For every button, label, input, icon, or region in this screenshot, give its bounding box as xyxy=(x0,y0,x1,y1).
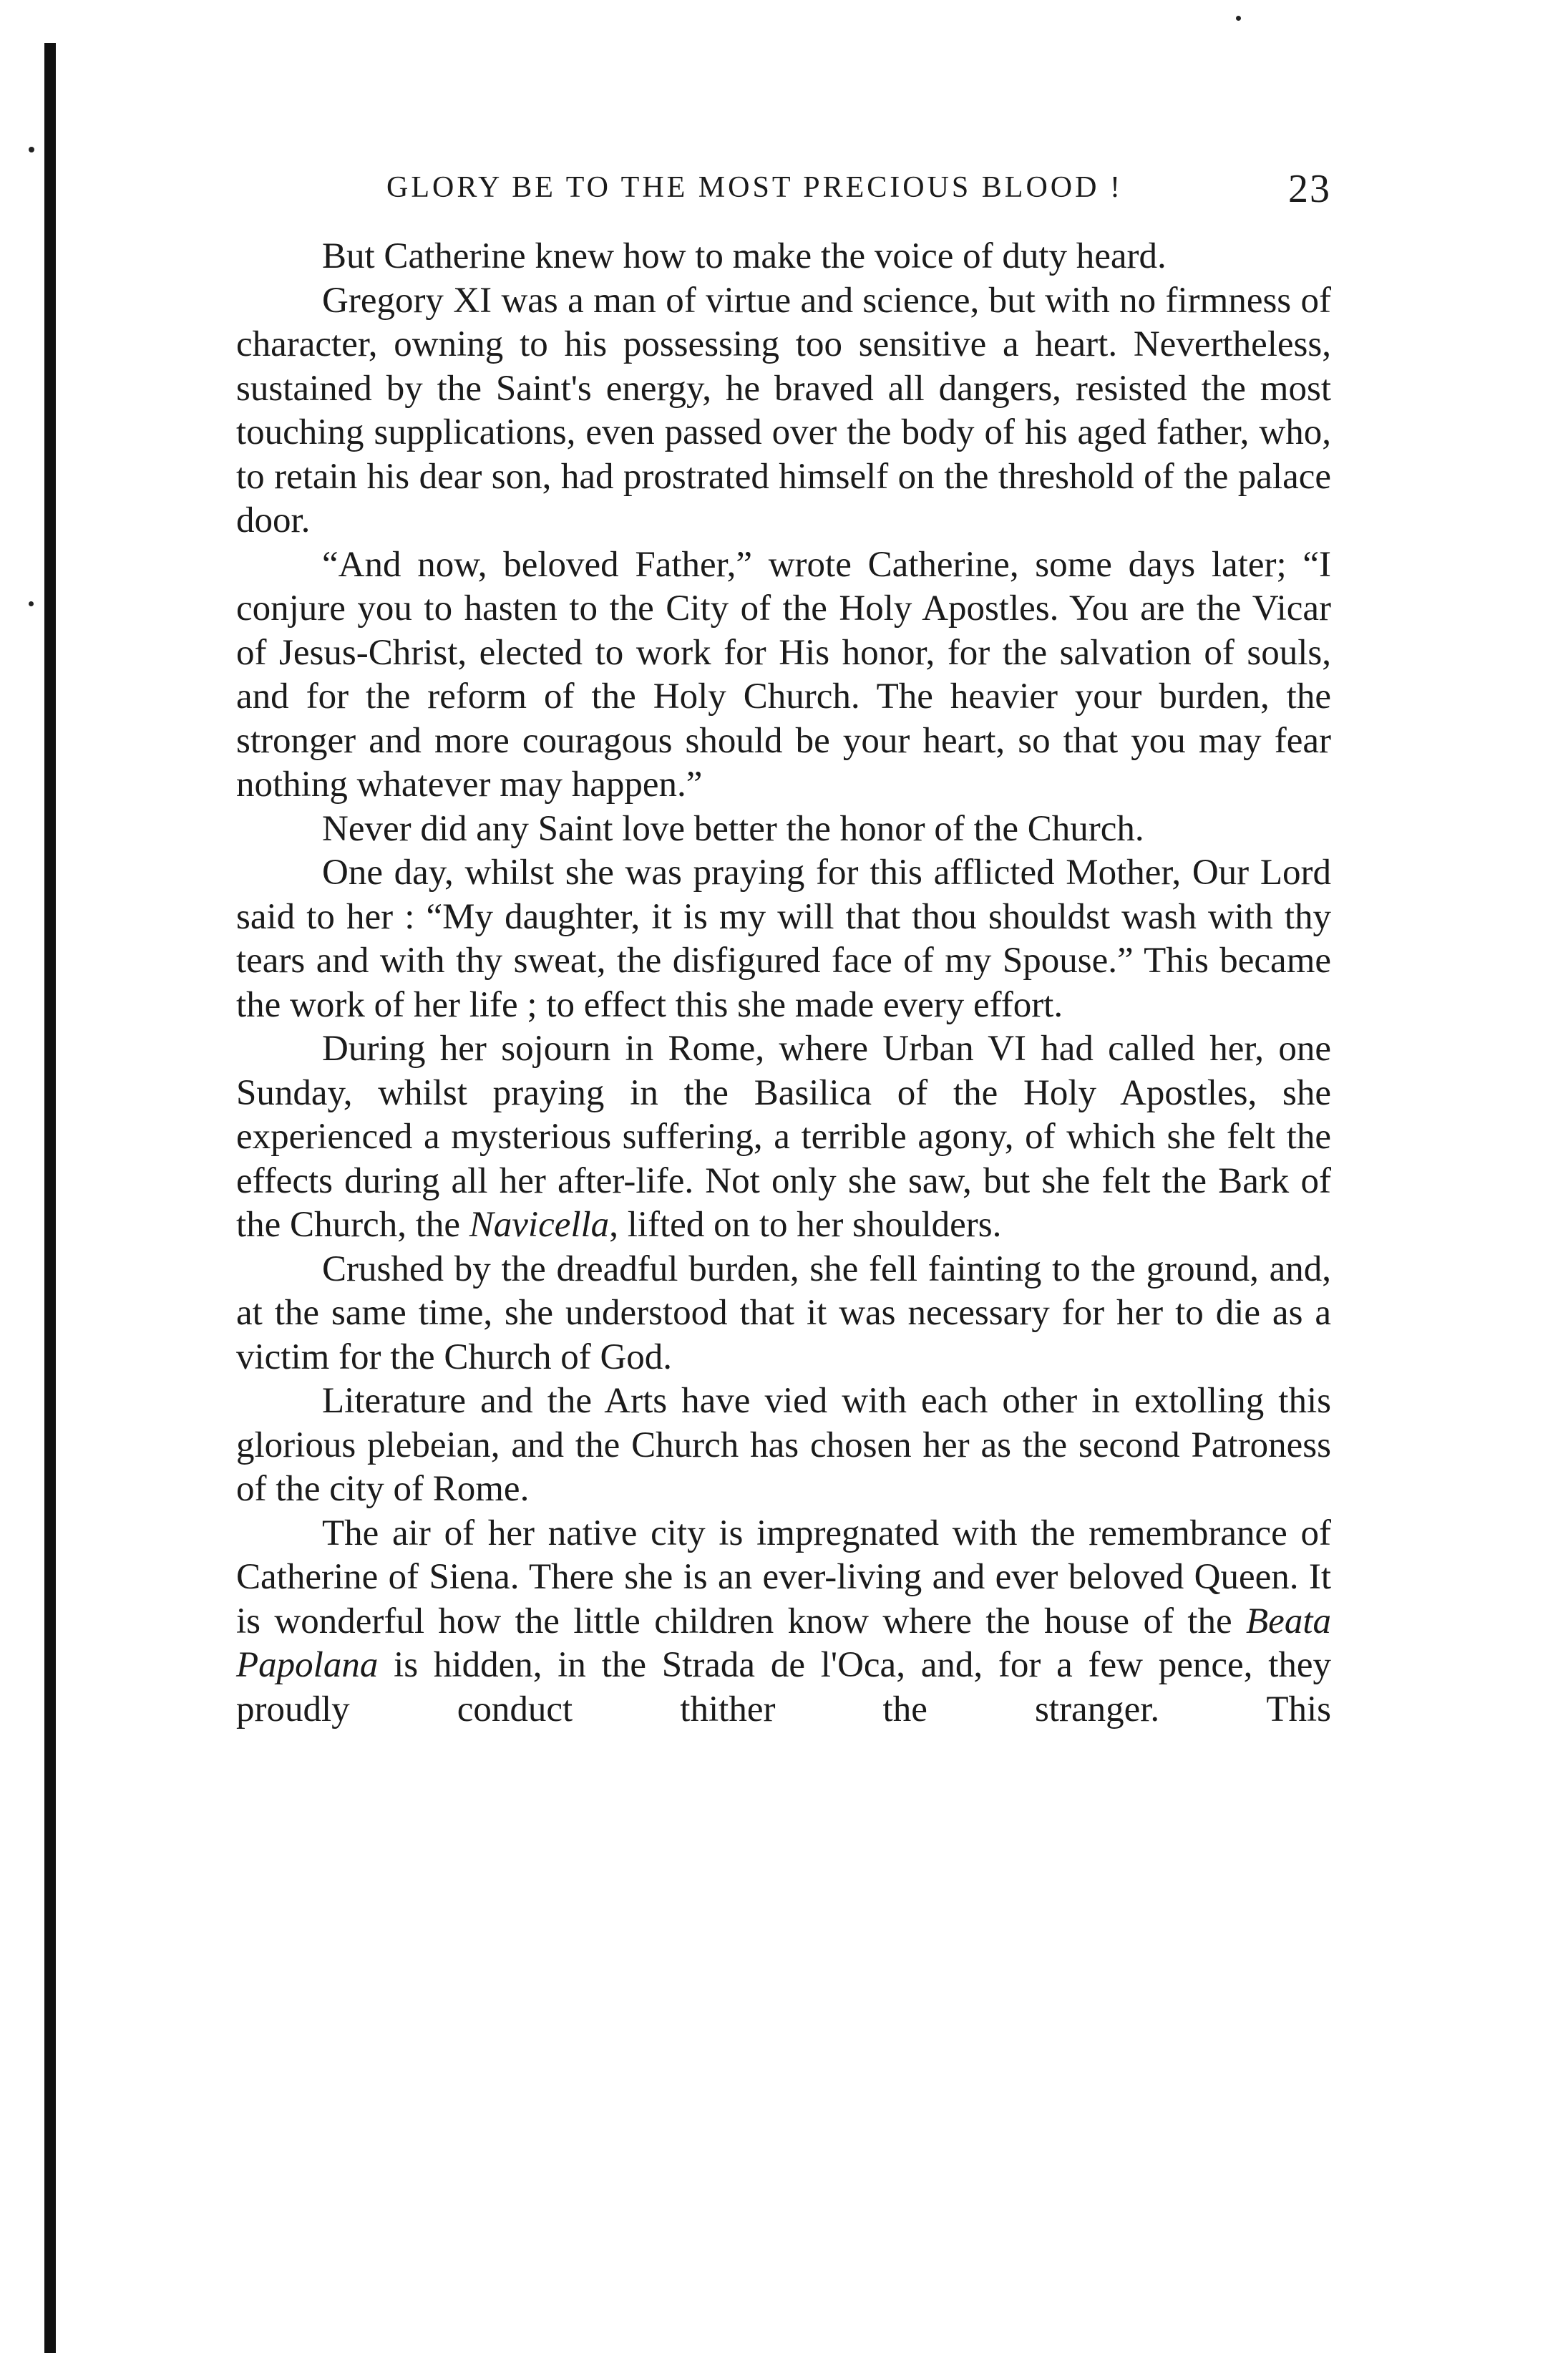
body-text xyxy=(236,235,1331,1732)
paragraph-text: is hidden, in the Strada de l'Oca, and, for a few pence, they proudly conduct thither the stranger. This xyxy=(236,1645,1331,1729)
paragraph: “And now, beloved Father,” wrote Catherine, some days later; “I conjure you to hasten to the City of the Holy Apostles. You are the Vicar of Jesus-Christ, elected to work for His honor, for the salvation of souls, and for the reform of the Holy Church. The heavier your burden, the stronger and more couragous should be your heart, so that you may fear nothing whatever may happen.” xyxy=(236,544,1331,805)
italic-term: Beata Papolana xyxy=(236,1601,1331,1685)
scan-speck xyxy=(1236,16,1241,21)
paragraph: Crushed by the dreadful burden, she fell fainting to the ground, and, at the same time, she understood that it was necessary for her to die as a victim for the Church of God. xyxy=(236,1248,1331,1377)
paragraph: But Catherine knew how to make the voice of duty heard. xyxy=(322,236,1167,276)
book-page xyxy=(236,167,1331,1732)
paragraph: Never did any Saint love better the honor of the Church. xyxy=(322,808,1144,849)
paragraph xyxy=(236,1027,1331,1248)
paragraph: One day, whilst she was praying for this afflicted Mother, Our Lord said to her : “My daughter, it is my will that thou shouldst wash with thy tears and with thy sweat, the disfigured face of my Spouse.” This became the work of her life ; to effect this she made every effort. xyxy=(236,853,1331,1025)
paragraph-text: , lifted on to her shoulders. xyxy=(609,1205,1002,1245)
italic-term: Navicella xyxy=(469,1205,610,1245)
page-number: 23 xyxy=(1288,167,1331,211)
paragraph-text: The air of her native city is impregnated with the remembrance of Catherine of Siena. There she is an ever-living and ever beloved Queen. It is wonderful how the little children know where the house of the xyxy=(236,1513,1331,1641)
scan-speck xyxy=(29,601,34,606)
paragraph: Literature and the Arts have vied with each other in extolling this glorious plebeian, and the Church has chosen her as the second Patroness of the city of Rome. xyxy=(236,1381,1331,1509)
paragraph: Gregory XI was a man of virtue and science, but with no firmness of character, owning to his possessing too sensitive a heart. Nevertheless, sustained by the Saint's energy, he braved all dangers, resisted the most touching supplications, even passed over the body of his aged father, who, to retain his dear son, had prostrated himself on the threshold of the palace door. xyxy=(236,280,1331,540)
paragraph xyxy=(236,1512,1331,1732)
running-head: GLORY BE TO THE MOST PRECIOUS BLOOD ! xyxy=(386,171,1123,204)
page-header xyxy=(236,167,1331,213)
paragraph-text: During her sojourn in Rome, where Urban VI had called her, one Sunday, whilst praying in the Basilica of the Holy Apostles, she experienced a mysterious suffering, a terrible agony, of which she felt the effects during all her after-life. Not only she saw, but she felt the Bark of the Church, the xyxy=(236,1029,1331,1245)
scan-speck xyxy=(29,147,34,152)
binding-edge xyxy=(44,43,56,2353)
